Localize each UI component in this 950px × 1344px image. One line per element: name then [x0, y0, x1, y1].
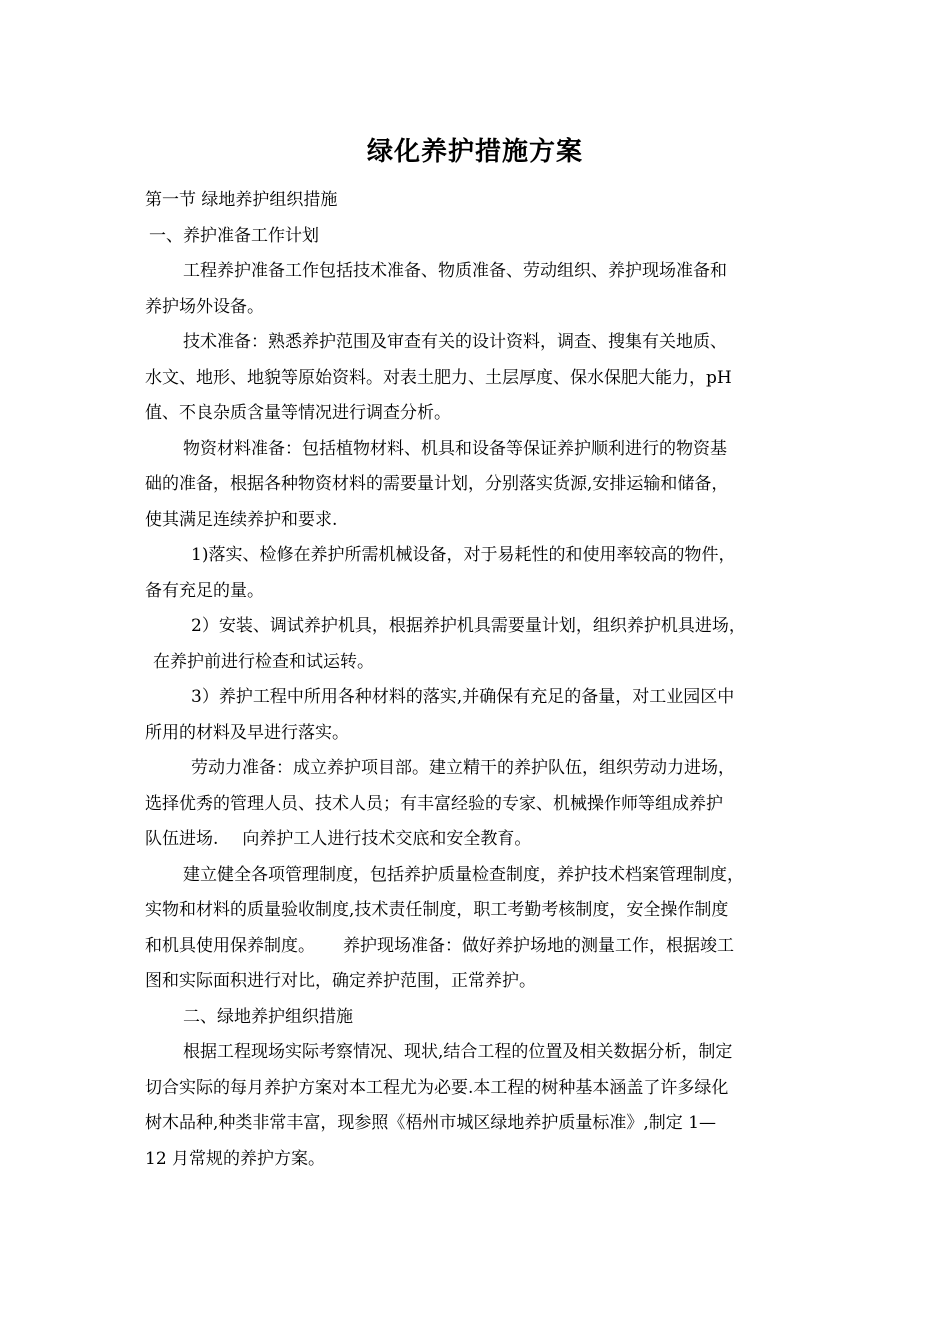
paragraph-fragment: 向养护工人进行技术交底和安全教育。 — [242, 829, 532, 849]
paragraph-line: 选择优秀的管理人员、技术人员；有丰富经验的专家、机械操作师等组成养护 — [145, 793, 723, 814]
list-item-line: 在养护前进行检查和试运转。 — [153, 651, 374, 672]
paragraph-line: 切合实际的每月养护方案对本工程尤为必要.本工程的树种基本涵盖了许多绿化 — [145, 1077, 729, 1098]
list-item-line: 3）养护工程中所用各种材料的落实,并确保有充足的备量，对工业园区中 — [191, 687, 735, 707]
paragraph-line: 技术准备：熟悉养护范围及审查有关的设计资料，调查、搜集有关地质、 — [183, 332, 727, 352]
list-item-line: 1)落实、检修在养护所需机械设备，对于易耗性的和使用率较高的物件， — [191, 545, 736, 565]
subheading-organization-measures: 二、绿地养护组织措施 — [183, 1006, 353, 1027]
paragraph-line: 值、不良杂质含量等情况进行调查分析。 — [145, 403, 451, 423]
document-body — [145, 183, 810, 1177]
paragraph-line — [145, 929, 810, 965]
paragraph-line: 根据工程现场实际考察情况、现状,结合工程的位置及相关数据分析，制定 — [183, 1042, 733, 1062]
list-item-line: 所用的材料及早进行落实。 — [145, 722, 349, 743]
document-title: 绿化养护措施方案 — [366, 137, 583, 167]
subheading-preparation-plan: 一、养护准备工作计划 — [149, 225, 319, 246]
paragraph-fragment: 队伍进场. — [145, 829, 219, 849]
paragraph-fragment: 养护现场准备：做好养护场地的测量工作，根据竣工 — [343, 935, 734, 956]
list-item-line: 2）安装、调试养护机具，根据养护机具需要量计划，组织养护机具进场， — [191, 616, 746, 636]
paragraph-line: 养护场外设备。 — [145, 296, 264, 317]
paragraph-line: 础的准备，根据各种物资材料的需要量计划，分别落实货源,安排运输和储备， — [145, 474, 729, 494]
paragraph-line: 工程养护准备工作包括技术准备、物质准备、劳动组织、养护现场准备和 — [183, 261, 727, 281]
paragraph-line: 树木品种,种类非常丰富，现参照《梧州市城区绿地养护质量标准》,制定 1— — [145, 1113, 717, 1133]
section-heading: 第一节 绿地养护组织措施 — [145, 190, 338, 210]
paragraph-line: 实物和材料的质量验收制度,技术责任制度，职工考勤考核制度，安全操作制度 — [145, 900, 729, 920]
paragraph-line: 使其满足连续养护和要求. — [145, 509, 338, 530]
paragraph-line: 建立健全各项管理制度，包括养护质量检查制度，养护技术档案管理制度， — [183, 864, 744, 885]
paragraph-line — [145, 822, 810, 858]
paragraph-line: 图和实际面积进行对比，确定养护范围，正常养护。 — [145, 971, 536, 991]
paragraph-line: 劳动力准备：成立养护项目部。建立精干的养护队伍，组织劳动力进场， — [191, 758, 735, 778]
paragraph-line: 水文、地形、地貌等原始资料。对表土肥力、土层厚度、保水保肥大能力，pH — [145, 367, 732, 388]
paragraph-fragment: 和机具使用保养制度。 — [145, 935, 315, 956]
paragraph-line: 物资材料准备：包括植物材料、机具和设备等保证养护顺利进行的物资基 — [183, 438, 727, 459]
list-item-line: 备有充足的量。 — [145, 580, 264, 601]
paragraph-line: 12 月常规的养护方案。 — [145, 1148, 326, 1169]
